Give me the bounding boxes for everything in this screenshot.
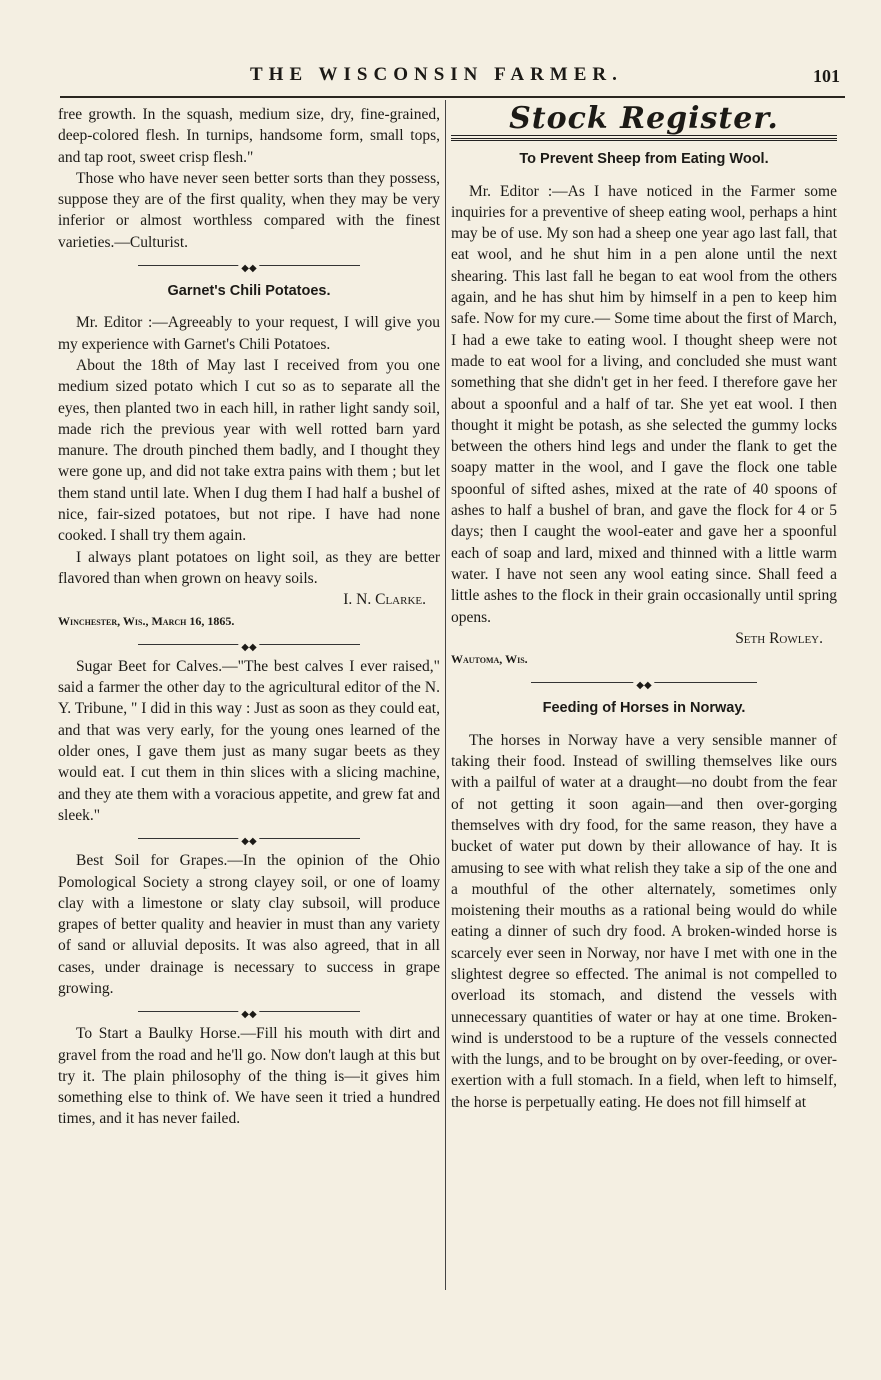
article-text: Those who have never seen better sorts than they possess, suppose they are of the first quality, when they may be very inferior or almost worthless compared with the finest varieties.—Culturist. (58, 169, 440, 251)
dateline: Wautoma, Wis. (451, 652, 528, 667)
left-column (58, 104, 440, 1130)
dateline: Winchester, Wis., March 16, 1865. (58, 613, 235, 628)
signature: Seth Rowley. (735, 629, 823, 647)
signature: I. N. Clarke. (343, 591, 426, 609)
article-heading: To Prevent Sheep from Eating Wool. (519, 151, 769, 168)
separator (58, 257, 440, 273)
page-number: 101 (813, 66, 840, 86)
ornament-icon: ◆◆ (633, 675, 654, 696)
article-heading: Feeding of Horses in Norway. (542, 700, 746, 717)
article-text: Mr. Editor :—As I have noticed in the Farmer some inquiries for a preventive of sheep eating wool, perhaps a hint may be of use. My son had a sheep one year ago last fall, that eat wool, and he shut him in a pen alone until the next shearing. This last fall he began to eat wool from the others again, and he has shut him by himself in a pen to keep him safe. Now for my cure.— Some time about the first of March, I had a ewe take to eating wool. I thought sheep were not made to eat wool for a living, and concluded she must want something that she didn't get in her feed. I therefore gave her about a spoonful and a half of tar. She yet eat wool. I then thought it might be potash, as she selected the gummy locks between the others hind legs and under the flank to get the soapy matter in the wool, and I gave the flock one table spoonful of sifted ashes, mixed at the rate of 40 spoons of ashes to half a bushel of bran, and gave the flock for 4 or 5 days; then I caught the wool-eater and gave her a spoonful each of soap and lard, mixed and thinned with a little warm water. I have not seen any wool eating since. Shall feed a little ashes to the flock in their grain occasionally until spring opens. (451, 182, 837, 626)
separator (451, 674, 837, 690)
separator (58, 1003, 440, 1019)
column-divider (445, 100, 446, 1290)
right-column (451, 101, 837, 1113)
article-text: To Start a Baulky Horse.—Fill his mouth with dirt and gravel from the road and he'll go. Now don't laugh at this but try it. The plain philosophy of the thing is—it gives him something else to think of. We have seen it tried a hundred times, and it has never failed. (58, 1025, 440, 1128)
article-text: Mr. Editor :—Agreeably to your request, I will give you my experience with Garnet's Chili Potatoes. (58, 314, 440, 353)
separator (58, 636, 440, 652)
article-text: free growth. In the squash, medium size, dry, fine-grained, deep-colored flesh. In turnips, handsome form, small tops, and tap root, sweet crisp flesh." (58, 106, 440, 166)
article-text: Sugar Beet for Calves.—"The best calves I ever raised," said a farmer the other day to the agricultural editor of the N. Y. Tribune, " I did in this way : Just as soon as they could eat, and that was very early, for the young ones learned of the older ones, I gave them just as many sugar beets as they would eat. I cut them in thin slices with a slicing machine, and they ate them with a voracious appetite, and grew fat and sleek." (58, 657, 440, 824)
section-rule (451, 135, 837, 141)
article-text: I always plant potatoes on light soil, as they are better flavored than when grown on heavy soils. (58, 548, 440, 587)
article-heading: Garnet's Chili Potatoes. (167, 283, 331, 300)
ornament-icon: ◆◆ (238, 258, 259, 279)
running-title: THE WISCONSIN FARMER. (250, 64, 623, 85)
section-title: Stock Register. (509, 101, 779, 136)
article-text: Best Soil for Grapes.—In the opinion of the Ohio Pomological Society a strong clayey soil, or one of loamy clay with a limestone or slaty clay subsoil, will produce grapes of better quality and heavier in must than any variety of sand or alluvial deposits. It was also agreed, that in all cases, under drainage is necessary to success in grape growing. (58, 852, 440, 997)
separator (58, 830, 440, 846)
page-header (60, 62, 845, 92)
article-text: About the 18th of May last I received from you one medium sized potato which I cut so as to separate all the eyes, then planted two in each hill, in rather light sandy soil, made rich the previous year with well rotted barn yard manure. The drouth pinched them badly, and I thought they were gone up, and did not take extra pains with them ; but let them stand until late. When I dug them I had half a bushel of nice, fair-sized potatoes, but not ripe. I have had none cooked. I shall try them again. (58, 356, 440, 545)
ornament-icon: ◆◆ (238, 831, 259, 852)
article-text: The horses in Norway have a very sensible manner of taking their food. Instead of swilling themselves like ours with a pailful of water at a draught—no doubt from the fear of not getting it soon again—and then over-gorging themselves with dry food, for the same reason, they have a bucket of water put down by their allowance of hay. It is amusing to see with what relish they take a sip of the one and a mouthful of the other alternately, sometimes only moistening their mouths as a rational being would do while eating a dinner of such dry food. A broken-winded horse is scarcely ever seen in Norway, nor have I met with one in the slightest degree so effected. The animal is not compelled to overload its stomach, and distend the vessels with unnecessary quantities of water or hay at one time. Broken-wind is understood to be a rupture of the vessels connected with the lungs, and to be brought on by over-feeding, or over-exertion with a full stomach. In a field, when left to himself, the horse is perpetually eating. He does not fill himself at (451, 731, 837, 1111)
header-rule (60, 96, 845, 98)
ornament-icon: ◆◆ (238, 637, 259, 658)
ornament-icon: ◆◆ (238, 1004, 259, 1025)
